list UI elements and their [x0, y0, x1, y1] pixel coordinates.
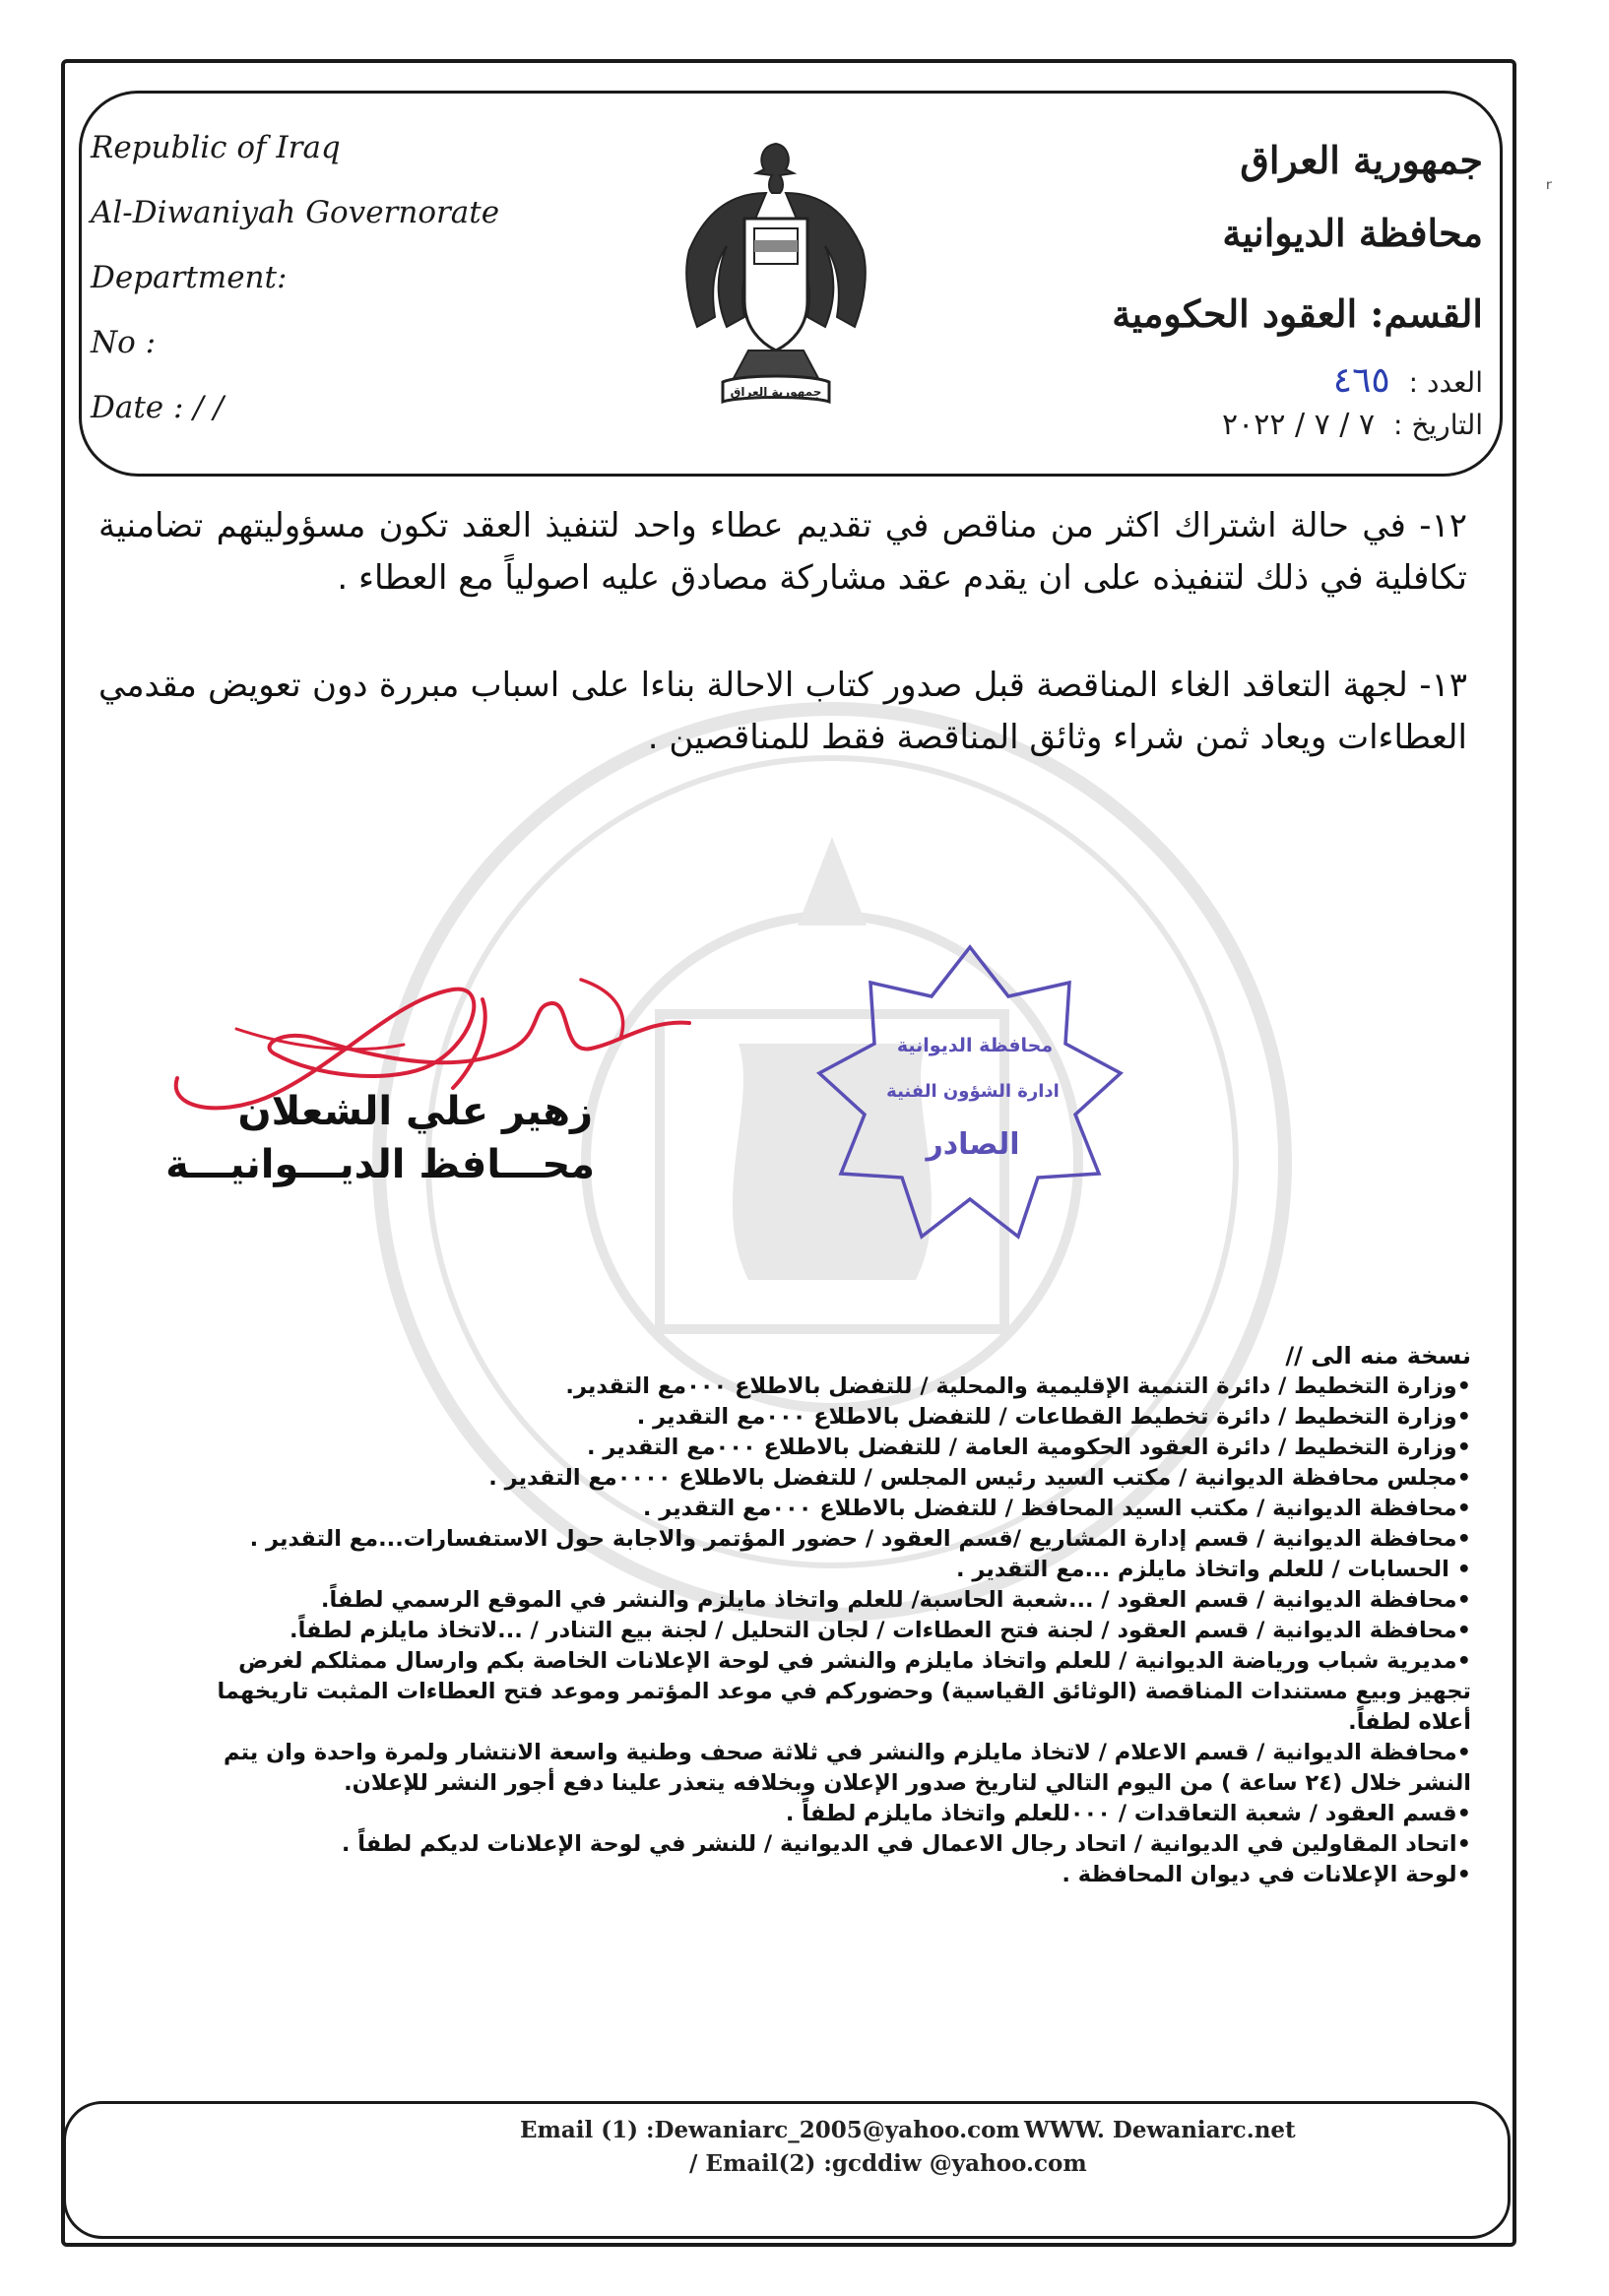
svg-text:ادارة الشؤون الفنية: ادارة الشؤون الفنية — [886, 1081, 1060, 1102]
ar-country: جمهورية العراق — [1240, 138, 1483, 182]
ar-date-value: ٧ / ٧ / ٢٠٢٢ — [1222, 408, 1376, 442]
signatory-title: محـــافظ الديـــوانيـــة — [165, 1142, 595, 1187]
copies-heading: نسخة منه الى // — [1285, 1342, 1471, 1370]
svg-text:الصادر: الصادر — [926, 1127, 1020, 1162]
en-department-label: Department: — [91, 260, 288, 295]
copy-item: •وزارة التخطيط / دائرة العقود الحكومية العامة / للتفضل بالاطلاع ٠٠٠مع التقدير . — [587, 1435, 1471, 1460]
svg-text:جمهورية العراق: جمهورية العراق — [730, 385, 822, 399]
iraq-eagle-emblem-icon — [662, 134, 890, 419]
scan-mark: ʳ — [1545, 175, 1552, 203]
ar-number-row — [1333, 360, 1483, 401]
copies-to-list — [173, 1341, 1471, 1890]
ar-date-row — [1222, 408, 1483, 442]
copy-item: •محافظة الديوانية / مكتب السيد المحافظ / للتفضل بالاطلاع ٠٠٠مع التقدير . — [642, 1496, 1471, 1521]
copy-item: •مديرية شباب ورياضة الديوانية / للعلم واتخاذ مايلزم والنشر في لوحة الإعلانات الخاصة بكم وارسال ممثلكم لغرض تجهيز وبيع مستندات المناقصة (الوثائق القياسية) وحضوركم في موعد المؤتمر وموعد فتح العطاءات المثبت تاريخهما أعلاه لطفاً. — [217, 1648, 1471, 1735]
official-stamp — [807, 935, 1132, 1250]
clause-12: ١٢- في حالة اشتراك اكثر من مناقص في تقديم عطاء واحد لتنفيذ العقد تكون مسؤوليتهم تضامنية تكافلية في ذلك لتنفيذه على ان يقدم عقد مشاركة مصادق عليه اصولياً مع العطاء . — [98, 506, 1467, 598]
copy-item: •محافظة الديوانية / قسم العقود / ...شعبة الحاسبة/ للعلم واتخاذ مايلزم والنشر في الموقع الرسمي لطفاً. — [320, 1587, 1471, 1613]
copy-item: •محافظة الديوانية / قسم الاعلام / لاتخاذ مايلزم والنشر في ثلاثة صحف وطنية واسعة الانتشار ولمرة واحدة وان يتم النشر خلال (٢٤ ساعة ) من اليوم التالي لتاريخ صدور الإعلان وبخلافه يتعذر علينا دفع أجور النشر للإعلان. — [223, 1740, 1471, 1796]
copy-item: •لوحة الإعلانات في ديوان المحافظة . — [1062, 1862, 1471, 1887]
copy-item: •قسم العقود / شعبة التعاقدات / ٠٠٠للعلم واتخاذ مايلزم لطفاً . — [785, 1801, 1471, 1826]
footer-email-1[interactable]: Email (1) :Dewaniarc_2005@yahoo.com — [520, 2117, 1020, 2143]
signatory-name: زهير علي الشعلان — [237, 1089, 593, 1134]
copy-item: •اتحاد المقاولين في الديوانية / اتحاد رجال الاعمال في الديوانية / للنشر في لوحة الإعلانات لديكم لطفاً . — [341, 1831, 1471, 1857]
ar-governorate: محافظة الديوانية — [1222, 211, 1483, 255]
en-number-label: No : — [91, 325, 157, 360]
copy-item: •مجلس محافظة الديوانية / مكتب السيد رئيس المجلس / للتفضل بالاطلاع ٠٠٠٠مع التقدير . — [488, 1465, 1471, 1491]
footer-email-2[interactable]: / Email(2) :gcddiw @yahoo.com — [689, 2150, 1087, 2177]
ar-date-label: التاريخ : — [1392, 409, 1483, 441]
svg-text:محافظة الديوانية: محافظة الديوانية — [896, 1035, 1054, 1056]
copy-item: •وزارة التخطيط / دائرة تخطيط القطاعات / للتفضل بالاطلاع ٠٠٠مع التقدير . — [636, 1404, 1471, 1430]
copy-item: •محافظة الديوانية / قسم العقود / لجنة فتح العطاءات / لجان التحليل / لجنة بيع التنادر / ...لاتخاذ مايلزم لطفاً. — [290, 1618, 1471, 1643]
en-date-label: Date : / / — [91, 390, 225, 425]
footer-website[interactable]: WWW. Dewaniarc.net — [1024, 2117, 1296, 2143]
copy-item: •محافظة الديوانية / قسم إدارة المشاريع /قسم العقود / حضور المؤتمر والاجابة حول الاستفسارات...مع التقدير . — [249, 1526, 1471, 1552]
ar-number-value: ٤٦٥ — [1332, 360, 1390, 401]
copy-item: •وزارة التخطيط / دائرة التنمية الإقليمية والمحلية / للتفضل بالاطلاع ٠٠٠مع التقدير. — [565, 1373, 1471, 1399]
en-governorate: Al-Diwaniyah Governorate — [91, 195, 500, 230]
ar-number-label: العدد : — [1408, 366, 1483, 399]
ar-department: القسم: العقود الحكومية — [1112, 291, 1483, 336]
clause-13: ١٣- لجهة التعاقد الغاء المناقصة قبل صدور كتاب الاحالة بناءا على اسباب مبررة دون تعويض مقدمي العطاءات ويعاد ثمن شراء وثائق المناقصة فقط للمناقصين . — [98, 666, 1467, 757]
en-country: Republic of Iraq — [91, 130, 341, 165]
copy-item: • الحسابات / للعلم واتخاذ مايلزم ...مع التقدير . — [956, 1557, 1471, 1582]
